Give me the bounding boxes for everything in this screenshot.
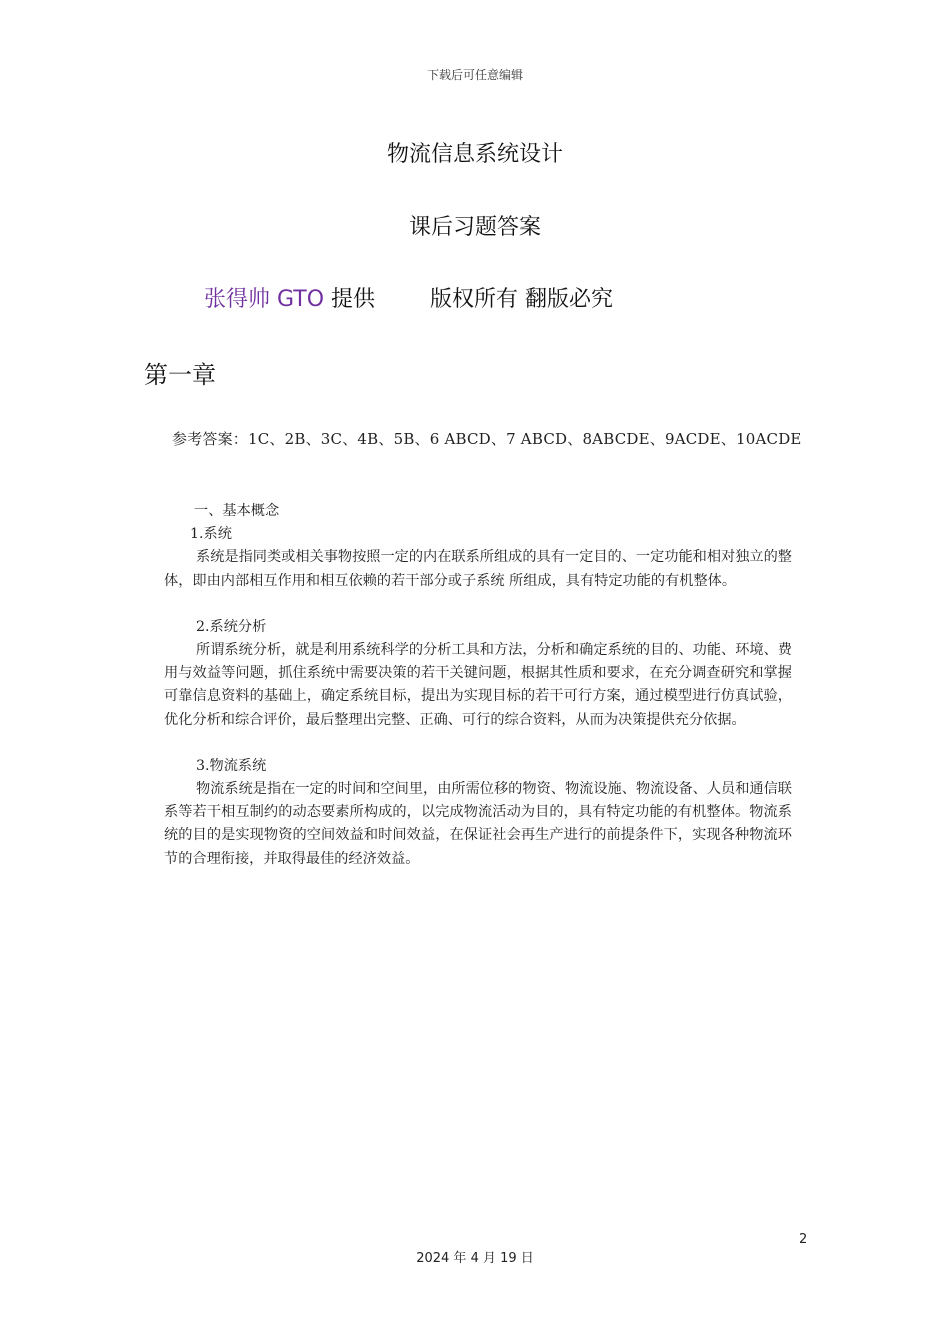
author-provide-label: 提供 <box>324 287 376 312</box>
paragraph-gap <box>164 732 792 755</box>
concept-body-system-analysis: 所谓系统分析，就是利用系统科学的分析工具和方法，分析和确定系统的目的、功能、环境、费用与效益等问题，抓住系统中需要决策的若干关键问题，根据其性质和要求，在充分调查研究和掌握可靠信息资料的基础上，确定系统目标，提出为实现目标的若干可行方案，通过模型进行仿真试验，优化分析和综合评价，最后整理出完整、正确、可行的综合资料，从而为决策提供充分依据。 <box>164 642 792 728</box>
concept-title-system-analysis: 2.系统分析 <box>196 618 267 635</box>
document-title: 物流信息系统设计 <box>386 142 563 167</box>
concept-body-system: 系统是指同类或相关事物按照一定的内在联系所组成的具有一定目的、一定功能和相对独立的整体，即由内部相互作用和相互依赖的若干部分或子系统 所组成，具有特定功能的有机整体。 <box>164 549 792 589</box>
chapter-title: 第一章 <box>144 361 216 389</box>
section-heading: 一、基本概念 <box>194 503 280 519</box>
paragraph-gap <box>164 593 792 616</box>
footer-date: 2024 年 4 月 19 日 <box>416 1251 534 1266</box>
author-line <box>204 282 375 313</box>
concept-body-logistics-system: 物流系统是指在一定的时间和空间里，由所需位移的物资、物流设施、物流设备、人员和通信联系等若干相互制约的动态要素所构成的，以完成物流活动为目的，具有特定功能的有机整体。物流系统的目的是实现物资的空间效益和时间效益，在保证社会再生产进行的前提条件下，实现各种物流环节的合理衔接，并取得最佳的经济效益。 <box>164 781 792 867</box>
page-number: 2 <box>799 1232 808 1247</box>
page-header: 下载后可任意编辑 <box>426 68 523 82</box>
document-subtitle: 课后习题答案 <box>408 215 541 240</box>
concept-title-system: 1.系统 <box>190 526 232 543</box>
author-name: 张得帅 GTO <box>204 287 325 312</box>
concepts-section <box>164 500 792 871</box>
concept-title-logistics-system: 3.物流系统 <box>196 757 267 774</box>
answer-key: 参考答案：1C、2B、3C、4B、5B、6 ABCD、7 ABCD、8ABCDE、9ACDE、10ACDE <box>172 430 802 448</box>
copyright-notice: 版权所有 翻版必究 <box>430 287 613 312</box>
